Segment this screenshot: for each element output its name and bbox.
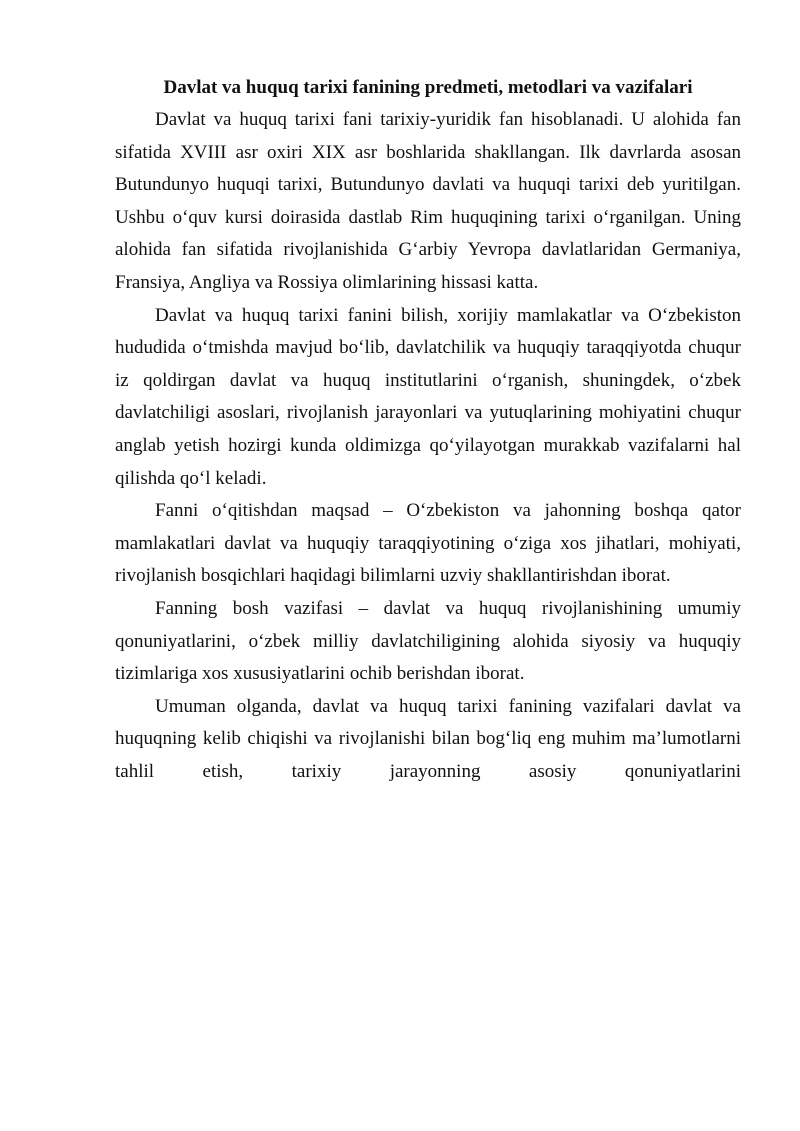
paragraph-3: Fanni o‘qitishdan maqsad – O‘zbekiston va jahonning boshqa qator mamlakatlari davlat va huquqiy taraqqiyotining o‘ziga xos jihatlari, mohiyati, rivojlanish bosqichlari haqidagi bilimlarni uzviy shakllantirishdan iborat.: [115, 500, 741, 587]
document-page: [115, 72, 741, 788]
paragraph-1: Davlat va huquq tarixi fani tarixiy-yuridik fan hisoblanadi. U alohida fan sifatida XVIII asr oxiri XIX asr boshlarida shakllangan. Ilk davrlarda asosan Butundunyo huquqi tarixi, Butundunyo davlati va huquqi tarixi deb yuritilgan. Ushbu o‘quv kursi doirasida dastlab Rim huquqining tarixi o‘rganilgan. Uning alohida fan sifatida rivojlanishida G‘arbiy Yevropa davlatlaridan Germaniya, Fransiya, Angliya va Rossiya olimlarining hissasi katta.: [115, 109, 741, 293]
paragraph-5: Umuman olganda, davlat va huquq tarixi fanining vazifalari davlat va huquqning kelib chiqishi va rivojlanishi bilan bog‘liq eng muhim ma’lumotlarni tahlil etish, tarixiy jarayonning asosiy qonuniyatlarini: [115, 695, 741, 782]
document-title: Davlat va huquq tarixi fanining predmeti, metodlari va vazifalari: [163, 77, 693, 98]
paragraph-4: Fanning bosh vazifasi – davlat va huquq rivojlanishining umumiy qonuniyatlarini, o‘zbek milliy davlatchiligining alohida siyosiy va huquqiy tizimlariga xos xususiyatlarini ochib berishdan iborat.: [115, 597, 741, 685]
paragraph-2: Davlat va huquq tarixi fanini bilish, xorijiy mamlakatlar va O‘zbekiston hududida o‘tmishda mavjud bo‘lib, davlatchilik va huquqiy taraqqiyotda chuqur iz qoldirgan davlat va huquq institutlarini o‘rganish, shuningdek, o‘zbek davlatchiligi asoslari, rivojlanish jarayonlari va yutuqlarining mohiyatini chuqur anglab yetish hozirgi kunda oldimizga qo‘yilayotgan murakkab vazifalarni hal qilishda qo‘l keladi.: [115, 304, 741, 489]
